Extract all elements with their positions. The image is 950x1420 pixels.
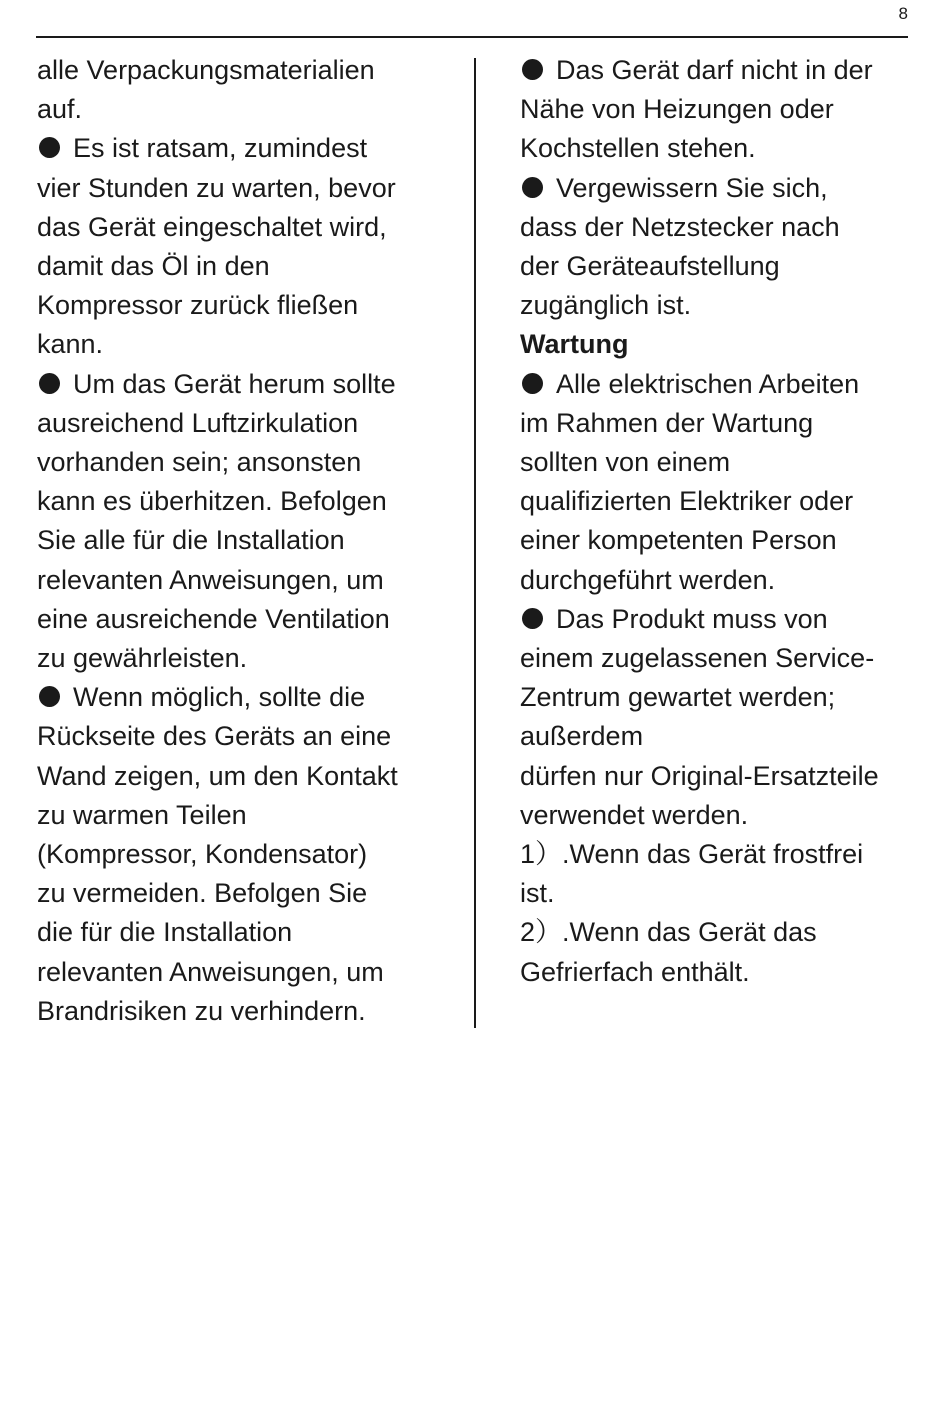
text-line [37,365,457,404]
header-rule [36,36,908,38]
page-number: 8 [898,4,908,23]
text-line [520,129,920,168]
line-text: eine ausreichende Ventilation [37,603,390,634]
text-line [520,717,920,756]
text-line [37,325,457,364]
text-line [520,169,920,208]
text-line [37,129,457,168]
text-line [37,796,457,835]
text-line [520,51,920,90]
text-line [37,404,457,443]
text-line [520,365,920,404]
text-line [37,521,457,560]
line-text: Sie alle für die Installation [37,525,345,556]
line-text: auf. [37,94,83,125]
line-text: Nähe von Heizungen oder [520,94,834,125]
bullet-dot-icon [39,373,60,394]
text-line [520,208,920,247]
line-text: durchgeführt werden. [520,564,776,595]
line-text: relevanten Anweisungen, um [37,956,384,987]
text-line [37,286,457,325]
line-text: Das Gerät darf nicht in der [556,55,873,85]
text-line [520,835,920,874]
line-text: damit das Öl in den [37,251,270,282]
text-line [37,169,457,208]
line-text: sollten von einem [520,447,731,478]
line-text: Kompressor zurück fließen [37,290,359,321]
text-line [520,953,920,992]
bullet-dot-icon [39,686,60,707]
text-line [520,521,920,560]
text-line [520,286,920,325]
text-line [37,835,457,874]
line-text: alle Verpackungsmaterialien [37,55,375,85]
text-line [37,482,457,521]
line-text: verwendet werden. [520,799,749,830]
line-text: Zentrum gewartet werden; [520,682,836,713]
line-text: Wand zeigen, um den Kontakt [37,760,398,791]
text-line [37,443,457,482]
text-line [520,757,920,796]
bullet-dot-icon [522,373,543,394]
text-line [520,639,920,678]
text-line [520,561,920,600]
line-text: Gefrierfach enthält. [520,956,750,987]
text-line [520,247,920,286]
line-text: Rückseite des Geräts an eine [37,721,392,752]
bullet-dot-icon [522,59,543,80]
line-text: vier Stunden zu warten, bevor [37,172,396,203]
line-text: dürfen nur Original-Ersatzteile [520,760,879,791]
line-text: Wenn möglich, sollte die [73,682,366,713]
right-column [520,51,920,992]
line-text: Vergewissern Sie sich, [556,172,828,203]
bullet-dot-icon [522,177,543,198]
line-text: ausreichend Luftzirkulation [37,407,359,438]
line-text: einem zugelassenen Service- [520,643,875,674]
text-line [37,639,457,678]
line-text: 2）.Wenn das Gerät das [520,917,817,948]
line-text: kann es überhitzen. Befolgen [37,486,387,517]
line-text: qualifizierten Elektriker oder [520,486,854,517]
left-column [37,51,457,1031]
line-text: die für die Installation [37,917,293,948]
text-line [520,874,920,913]
line-text: zu gewährleisten. [37,643,248,674]
line-text: im Rahmen der Wartung [520,407,814,438]
line-text: ist. [520,878,555,909]
column-divider [474,58,476,1028]
line-text: dass der Netzstecker nach [520,211,840,242]
line-text: 1）.Wenn das Gerät frostfrei [520,839,864,870]
line-text: zugänglich ist. [520,290,692,321]
text-line [520,600,920,639]
text-line [520,678,920,717]
line-text: Das Produkt muss von [556,603,828,634]
line-text: Kochstellen stehen. [520,133,756,164]
text-line [37,51,457,90]
text-line [37,90,457,129]
text-line [37,992,457,1031]
line-text: zu warmen Teilen [37,799,247,830]
line-text: relevanten Anweisungen, um [37,564,384,595]
text-line [37,757,457,796]
line-text: (Kompressor, Kondensator) [37,839,368,870]
text-line [37,953,457,992]
text-line [520,482,920,521]
line-text: kann. [37,329,104,360]
text-line [37,247,457,286]
line-text: Es ist ratsam, zumindest [73,133,368,164]
bullet-dot-icon [522,608,543,629]
line-text: zu vermeiden. Befolgen Sie [37,878,368,909]
line-text: das Gerät eingeschaltet wird, [37,211,387,242]
text-line [520,796,920,835]
line-text: außerdem [520,721,644,752]
text-line [520,404,920,443]
text-line [520,913,920,952]
section-heading [520,325,920,364]
line-text: Brandrisiken zu verhindern. [37,995,366,1026]
line-text: Alle elektrischen Arbeiten [556,368,860,399]
line-text: einer kompetenten Person [520,525,837,556]
text-line [37,913,457,952]
text-line [37,600,457,639]
bullet-dot-icon [39,137,60,158]
text-line [37,208,457,247]
line-text: der Geräteaufstellung [520,251,780,282]
text-line [37,717,457,756]
text-line [520,90,920,129]
text-line [37,678,457,717]
line-text: Wartung [520,329,629,360]
text-line [37,561,457,600]
line-text: Um das Gerät herum sollte [73,368,396,399]
text-line [520,443,920,482]
line-text: vorhanden sein; ansonsten [37,447,362,478]
text-line [37,874,457,913]
